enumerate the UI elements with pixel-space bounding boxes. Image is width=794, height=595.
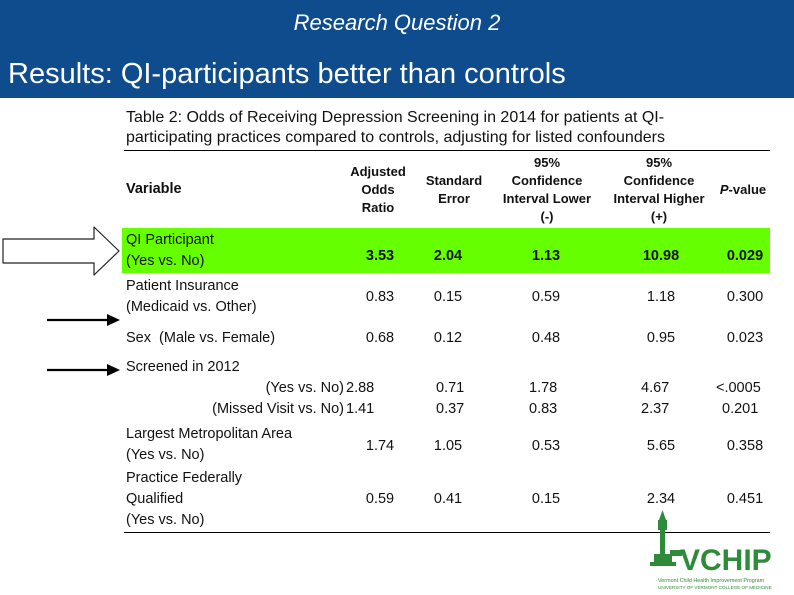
cell-se: 0.37 xyxy=(436,401,465,417)
cell-p: 0.358 xyxy=(726,438,764,454)
header-p-italic: P xyxy=(719,182,729,197)
slide-subtitle: Research Question 2 xyxy=(293,10,501,35)
block-arrow-icon xyxy=(3,227,119,275)
cell-ci-higher: 2.37 xyxy=(641,401,670,417)
line-arrow-icon xyxy=(47,364,120,376)
cell-or: 0.68 xyxy=(365,330,395,346)
row-label-line: (Yes vs. No) xyxy=(126,512,205,528)
cell-ci-higher: 5.65 xyxy=(646,438,676,454)
header-cil-line4: (-) xyxy=(540,209,554,224)
cell-p: 0.201 xyxy=(722,401,759,417)
cell-se: 2.04 xyxy=(433,248,463,264)
cell-ci-higher: 1.18 xyxy=(646,289,676,305)
header-cil-line3: Interval Lower xyxy=(502,191,592,206)
cell-ci-lower: 0.15 xyxy=(531,491,561,507)
cell-p: 0.029 xyxy=(726,248,764,264)
row-label-line: Patient Insurance xyxy=(126,278,239,294)
row-label-line: Sex (Male vs. Female) xyxy=(126,330,276,346)
cell-ci-higher: 2.34 xyxy=(646,491,676,507)
cell-se: 0.12 xyxy=(433,330,463,346)
header-variable: Variable xyxy=(126,181,182,197)
slide-title: Results: QI-participants better than controls xyxy=(8,58,566,90)
logo-line1: Vermont Child Health Improvement Program xyxy=(658,578,765,584)
table-caption: Table 2: Odds of Receiving Depression Screening in 2014 for patients at QI-participating practices compared to controls, adjusting for listed confounders xyxy=(126,109,665,146)
row-label: (Missed Visit vs. No) xyxy=(212,401,344,417)
cell-or: 1.74 xyxy=(365,438,395,454)
cell-ci-lower: 0.59 xyxy=(531,289,561,305)
row-label-line: (Yes vs. No) xyxy=(126,253,205,269)
cell-ci-lower: 1.78 xyxy=(529,380,558,396)
header-cil-line1: 95% xyxy=(533,155,561,170)
cell-ci-lower: 1.13 xyxy=(531,248,561,264)
cell-or: 1.41 xyxy=(346,401,375,417)
header-cil-line2: Confidence xyxy=(511,173,583,188)
cell-ci-higher: 10.98 xyxy=(642,248,680,264)
row-label-line: Qualified xyxy=(126,491,184,507)
cell-or: 0.59 xyxy=(365,491,395,507)
logo-line2: UNIVERSITY OF VERMONT COLLEGE OF MEDICINE xyxy=(658,585,772,590)
cell-ci-lower: 0.48 xyxy=(531,330,561,346)
cell-ci-lower: 0.83 xyxy=(529,401,558,417)
header-p-rest: -value xyxy=(728,182,767,197)
row-label-line: Largest Metropolitan Area xyxy=(126,426,293,442)
cell-se: 1.05 xyxy=(433,438,463,454)
header-cih-line1: 95% xyxy=(645,155,673,170)
cell-se: 0.71 xyxy=(436,380,465,396)
cell-ci-lower: 0.53 xyxy=(531,438,561,454)
cell-p: <.0005 xyxy=(716,380,761,396)
cell-p: 0.300 xyxy=(726,289,764,305)
cell-ci-higher: 0.95 xyxy=(646,330,676,346)
vchip-logo xyxy=(650,510,790,592)
cell-p: 0.451 xyxy=(726,491,764,507)
header-se-line2: Error xyxy=(438,191,470,206)
line-arrow-icon xyxy=(47,314,120,326)
row-label: (Yes vs. No) xyxy=(265,380,344,396)
cell-se: 0.41 xyxy=(433,491,463,507)
header-cih-line4: (+) xyxy=(650,209,668,224)
cell-or: 0.83 xyxy=(365,289,395,305)
row-label-line: QI Participant xyxy=(126,232,214,248)
header-se-line1: Standard xyxy=(425,173,483,188)
header-aor-line1: Adjusted xyxy=(350,164,406,179)
row-label: Screened in 2012 xyxy=(126,359,240,375)
cell-or: 2.88 xyxy=(346,380,375,396)
header-cih-line2: Confidence xyxy=(623,173,695,188)
row-label-line: Practice Federally xyxy=(126,470,243,486)
cell-se: 0.15 xyxy=(433,289,463,305)
header-aor-line2: Odds xyxy=(361,182,395,197)
cell-p: 0.023 xyxy=(726,330,764,346)
cell-or: 3.53 xyxy=(365,248,395,264)
header-aor-line3: Ratio xyxy=(361,200,395,215)
logo-wordmark: VCHIP xyxy=(680,544,772,577)
cell-ci-higher: 4.67 xyxy=(641,380,670,396)
row-label-line: (Yes vs. No) xyxy=(126,447,205,463)
header-cih-line3: Interval Higher xyxy=(613,191,705,206)
row-label-line: (Medicaid vs. Other) xyxy=(126,299,257,315)
